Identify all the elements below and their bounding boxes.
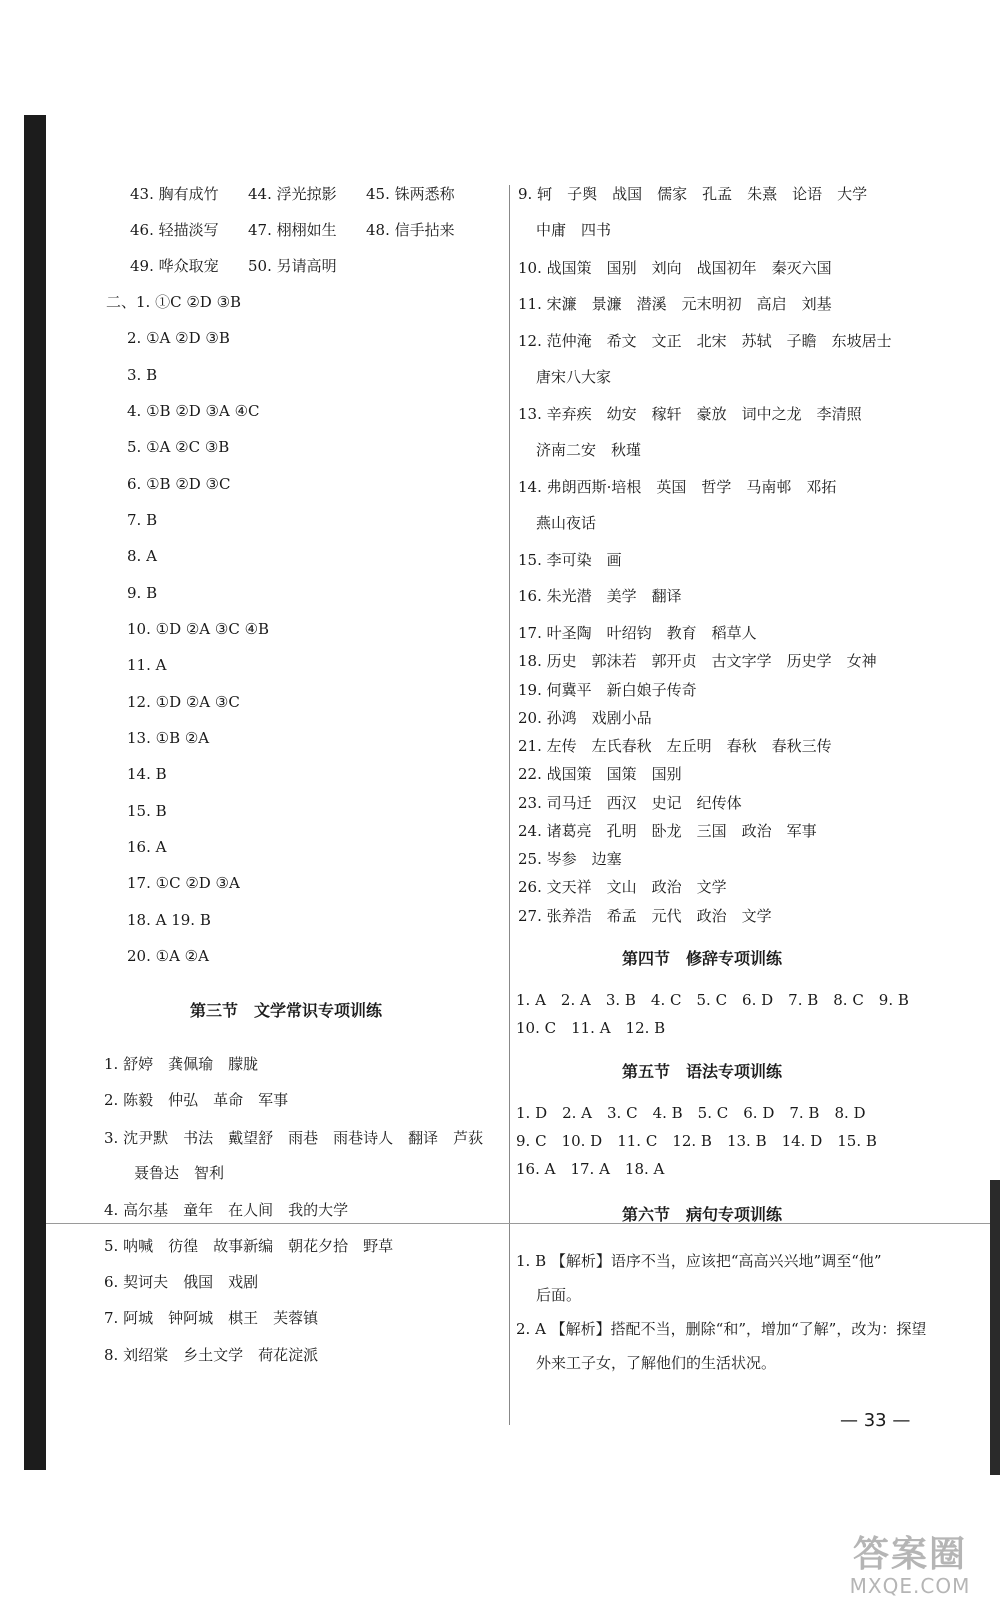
list-item: 15. B [127, 802, 167, 820]
list-item: 15. 李可染 画 [518, 551, 622, 569]
list-item: 1. 舒婷 龚佩瑜 朦胧 [104, 1055, 259, 1073]
list-item: 10. 战国策 国别 刘向 战国初年 秦灭六国 [518, 259, 832, 277]
answer-cell: 49. 哗众取宠 [130, 257, 219, 275]
list-item: 9. 轲 子舆 战国 儒家 孔孟 朱熹 论语 大学 [518, 185, 868, 203]
list-item: 8. A [127, 547, 157, 565]
list-item: 18. 历史 郭沫若 郭开贞 古文字学 历史学 女神 [518, 652, 877, 670]
list-item: 5. 呐喊 彷徨 故事新编 朝花夕拾 野草 [104, 1237, 394, 1255]
list-item: 17. 叶圣陶 叶绍钧 教育 稻草人 [518, 624, 757, 642]
list-item: 17. ①C ②D ③A [127, 874, 240, 892]
list-item: 27. 张养浩 希孟 元代 政治 文学 [518, 907, 772, 925]
list-item: 中庸 四书 [536, 221, 612, 239]
site-watermark [835, 1535, 985, 1597]
list-item: 二、1. ①C ②D ③B [106, 293, 242, 311]
list-item: 12. ①D ②A ③C [127, 693, 240, 711]
answer-cell: 45. 铢两悉称 [366, 185, 455, 203]
answer-cell: 43. 胸有成竹 [130, 185, 219, 203]
list-item: 9. C 10. D 11. C 12. B 13. B 14. D 15. B [516, 1132, 877, 1150]
scan-edge-right [990, 1180, 1000, 1475]
list-item: 20. 孙鸿 戏剧小品 [518, 709, 652, 727]
list-item: 16. 朱光潜 美学 翻译 [518, 587, 682, 605]
list-item: 16. A 17. A 18. A [516, 1160, 665, 1178]
list-item: 1. B 【解析】语序不当，应该把“高高兴兴地”调至“他” [516, 1252, 882, 1270]
list-item: 4. ①B ②D ③A ④C [127, 402, 260, 420]
list-item: 1. A 2. A 3. B 4. C 5. C 6. D 7. B 8. C 9. B [516, 991, 909, 1009]
list-item: 后面。 [536, 1286, 582, 1304]
list-item [130, 256, 366, 276]
list-item: 2. ①A ②D ③B [127, 329, 230, 347]
list-item: 3. B [127, 366, 158, 384]
list-item: 25. 岑参 边塞 [518, 850, 622, 868]
scan-edge-left [24, 115, 46, 1470]
answer-cell: 50. 另请高明 [248, 257, 337, 275]
column-divider [509, 185, 510, 1425]
list-item: 2. 陈毅 仲弘 革命 军事 [104, 1091, 289, 1109]
list-item: 燕山夜话 [536, 514, 597, 532]
list-item: 6. 契诃夫 俄国 戏剧 [104, 1273, 259, 1291]
list-item: 14. B [127, 765, 167, 783]
answer-cell: 47. 栩栩如生 [248, 221, 337, 239]
list-item: 26. 文天祥 文山 政治 文学 [518, 878, 727, 896]
page-fold-line [46, 1223, 990, 1224]
list-item: 外来工子女，了解他们的生活状况。 [536, 1354, 777, 1372]
answer-cell: 46. 轻描淡写 [130, 221, 219, 239]
list-item: 聂鲁达 智利 [134, 1164, 225, 1182]
list-item: 唐宋八大家 [536, 368, 612, 386]
page-number: — 33 — [840, 1410, 911, 1431]
section-heading: 第四节 修辞专项训练 [622, 949, 783, 968]
list-item: 13. ①B ②A [127, 729, 210, 747]
list-item: 20. ①A ②A [127, 947, 209, 965]
list-item: 11. A [127, 656, 167, 674]
list-item: 4. 高尔基 童年 在人间 我的大学 [104, 1201, 349, 1219]
list-item: 24. 诸葛亮 孔明 卧龙 三国 政治 军事 [518, 822, 817, 840]
list-item: 济南二安 秋瑾 [536, 441, 642, 459]
list-item: 23. 司马迁 西汉 史记 纪传体 [518, 794, 742, 812]
list-item: 16. A [127, 838, 167, 856]
list-item: 9. B [127, 584, 158, 602]
list-item: 18. A 19. B [127, 911, 211, 929]
section-heading: 第五节 语法专项训练 [622, 1062, 783, 1081]
list-item: 13. 辛弃疾 幼安 稼轩 豪放 词中之龙 李清照 [518, 405, 862, 423]
watermark-logo-text: 答案圈 [852, 1534, 967, 1575]
answer-cell: 48. 信手拈来 [366, 221, 455, 239]
list-item: 3. 沈尹默 书法 戴望舒 雨巷 雨巷诗人 翻译 芦荻 [104, 1129, 484, 1147]
list-item: 7. 阿城 钟阿城 棋王 芙蓉镇 [104, 1309, 319, 1327]
list-item [130, 220, 455, 240]
list-item: 19. 何冀平 新白娘子传奇 [518, 681, 697, 699]
list-item: 1. D 2. A 3. C 4. B 5. C 6. D 7. B 8. D [516, 1104, 866, 1122]
list-item: 10. C 11. A 12. B [516, 1019, 666, 1037]
list-item: 7. B [127, 511, 158, 529]
section-heading: 第三节 文学常识专项训练 [190, 1001, 383, 1020]
list-item: 12. 范仲淹 希文 文正 北宋 苏轼 子瞻 东坡居士 [518, 332, 892, 350]
list-item: 6. ①B ②D ③C [127, 475, 231, 493]
list-item: 8. 刘绍棠 乡土文学 荷花淀派 [104, 1346, 319, 1364]
watermark-url: MXQE.COM [849, 1574, 971, 1598]
list-item: 21. 左传 左氏春秋 左丘明 春秋 春秋三传 [518, 737, 832, 755]
list-item: 14. 弗朗西斯·培根 英国 哲学 马南邨 邓拓 [518, 478, 837, 496]
section-heading: 第六节 病句专项训练 [622, 1205, 783, 1224]
list-item: 5. ①A ②C ③B [127, 438, 230, 456]
list-item: 2. A 【解析】搭配不当，删除“和”，增加“了解”，改为：探望 [516, 1320, 927, 1338]
list-item: 10. ①D ②A ③C ④B [127, 620, 270, 638]
list-item: 11. 宋濂 景濂 潜溪 元末明初 高启 刘基 [518, 295, 832, 313]
answer-cell: 44. 浮光掠影 [248, 185, 337, 203]
list-item: 22. 战国策 国策 国别 [518, 765, 682, 783]
list-item [130, 184, 455, 204]
